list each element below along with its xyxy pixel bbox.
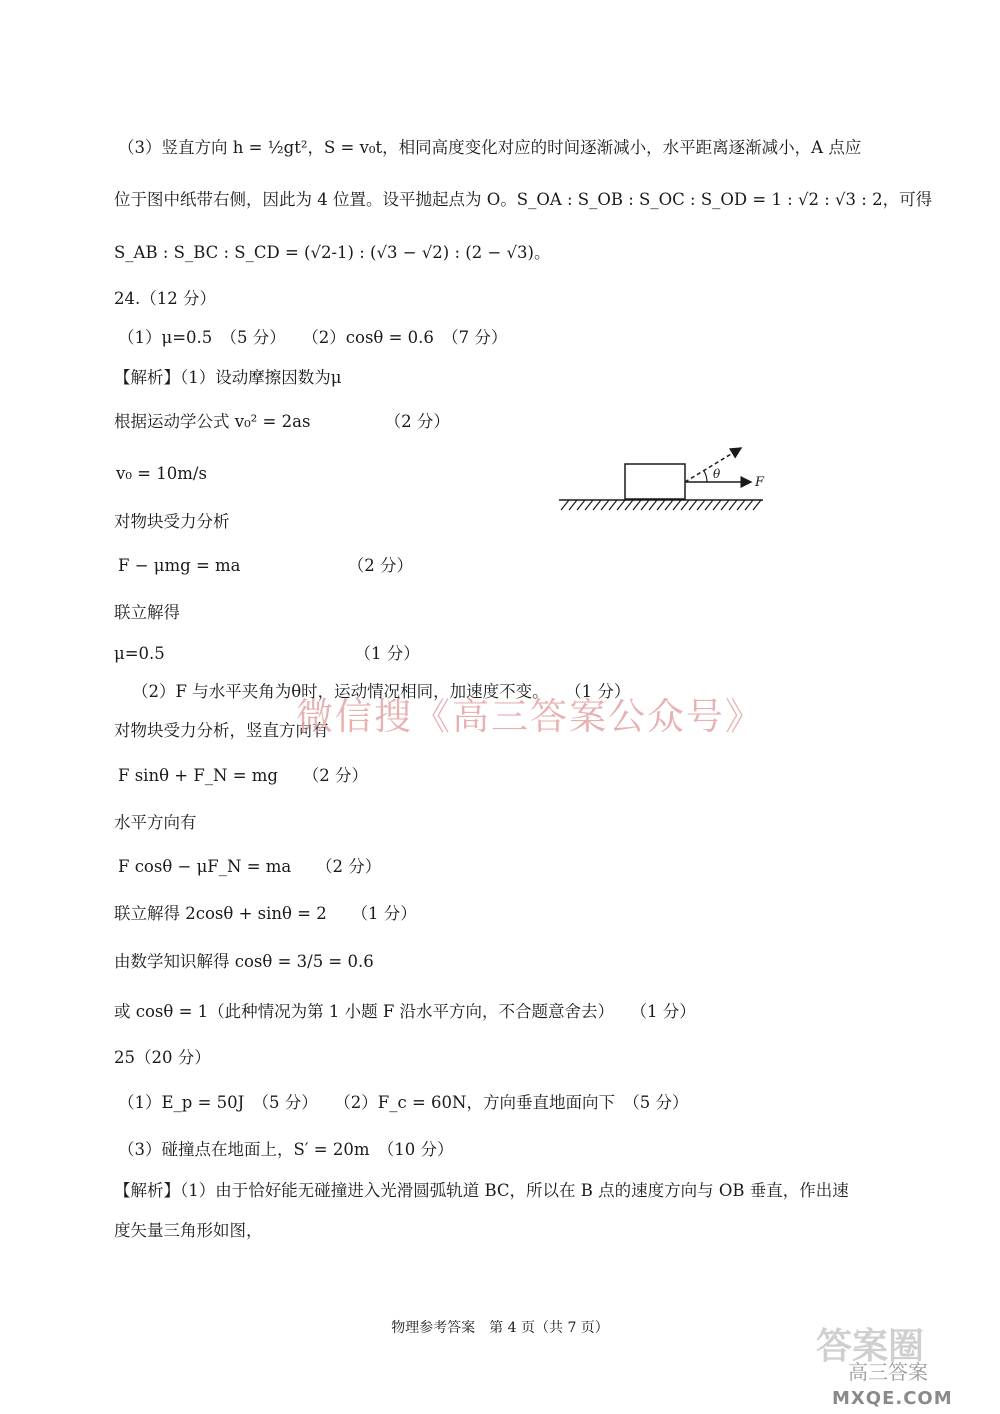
question-24-heading: 24.（12 分）: [114, 289, 216, 308]
block: [625, 464, 685, 499]
page-footer: 物理参考答案 第 4 页（共 7 页）: [391, 1320, 609, 1336]
text-line-14: 对物块受力分析，竖直方向有: [114, 721, 329, 740]
text-line-1: （3）竖直方向 h = ½gt²，S = v₀t，相同高度变化对应的时间逐渐减小，水平距离逐渐减小，A 点应: [118, 138, 862, 157]
answer-25-summary: （1）E_p = 50J （5 分） （2）F_c = 60N，方向垂直地面向下 （5 分）: [118, 1093, 689, 1112]
text-line-10: F − μmg = ma （2 分）: [118, 556, 413, 575]
question-25-heading: 25（20 分）: [114, 1048, 211, 1067]
force-label: F: [755, 475, 765, 490]
angle-arc: [704, 471, 707, 482]
angle-label: θ: [713, 467, 721, 481]
text-line-15: F sinθ + F_N = mg （2 分）: [118, 766, 368, 785]
text-line-25: 度矢量三角形如图，: [114, 1221, 263, 1240]
text-line-12: μ=0.5 （1 分）: [114, 644, 420, 663]
analysis-24-intro: 【解析】（1）设动摩擦因数为μ: [114, 368, 342, 387]
text-line-18: 联立解得 2cosθ + sinθ = 2 （1 分）: [114, 904, 417, 923]
text-line-9: 对物块受力分析: [114, 512, 230, 531]
text-line-17: F cosθ − μF_N = ma （2 分）: [118, 857, 382, 876]
answer-24-summary: （1）μ=0.5 （5 分） （2）cosθ = 0.6 （7 分）: [118, 328, 508, 347]
logo-text: 高三答案: [848, 1360, 928, 1384]
answer-25-part3: （3）碰撞点在地面上，S′ = 20m （10 分）: [118, 1140, 454, 1159]
text-line-8: v₀ = 10m/s: [116, 464, 207, 483]
analysis-25-intro: 【解析】（1）由于恰好能无碰撞进入光滑圆弧轨道 BC，所以在 B 点的速度方向与 OB 垂直，作出速: [114, 1181, 849, 1200]
text-line-19: 由数学知识解得 cosθ = 3/5 = 0.6: [114, 952, 374, 971]
text-line-13: （2）F 与水平夹角为θ时，运动情况相同，加速度不变。 （1 分）: [132, 682, 631, 701]
text-line-2: 位于图中纸带右侧，因此为 4 位置。设平抛起点为 O。S_OA : S_OB : S_OC : S_OD = 1 : √2 : √3 : 2，可得: [114, 190, 933, 209]
text-line-20: 或 cosθ = 1（此种情况为第 1 小题 F 沿水平方向，不合题意舍去） （1 分）: [114, 1002, 696, 1021]
watermark: 微信搜《高三答案公众号》: [296, 695, 764, 738]
block-force-diagram: [555, 440, 775, 520]
logo-url: MXQE.COM: [832, 1388, 953, 1409]
logo-big-text: 答案圈: [816, 1326, 925, 1367]
text-line-3: S_AB : S_BC : S_CD = (√2-1) : (√3 − √2) : (2 − √3)。: [114, 243, 551, 262]
text-line-16: 水平方向有: [114, 813, 197, 832]
ground-hatching: [561, 500, 761, 510]
text-line-7: 根据运动学公式 v₀² = 2as （2 分）: [114, 412, 450, 431]
text-line-11: 联立解得: [114, 603, 180, 622]
